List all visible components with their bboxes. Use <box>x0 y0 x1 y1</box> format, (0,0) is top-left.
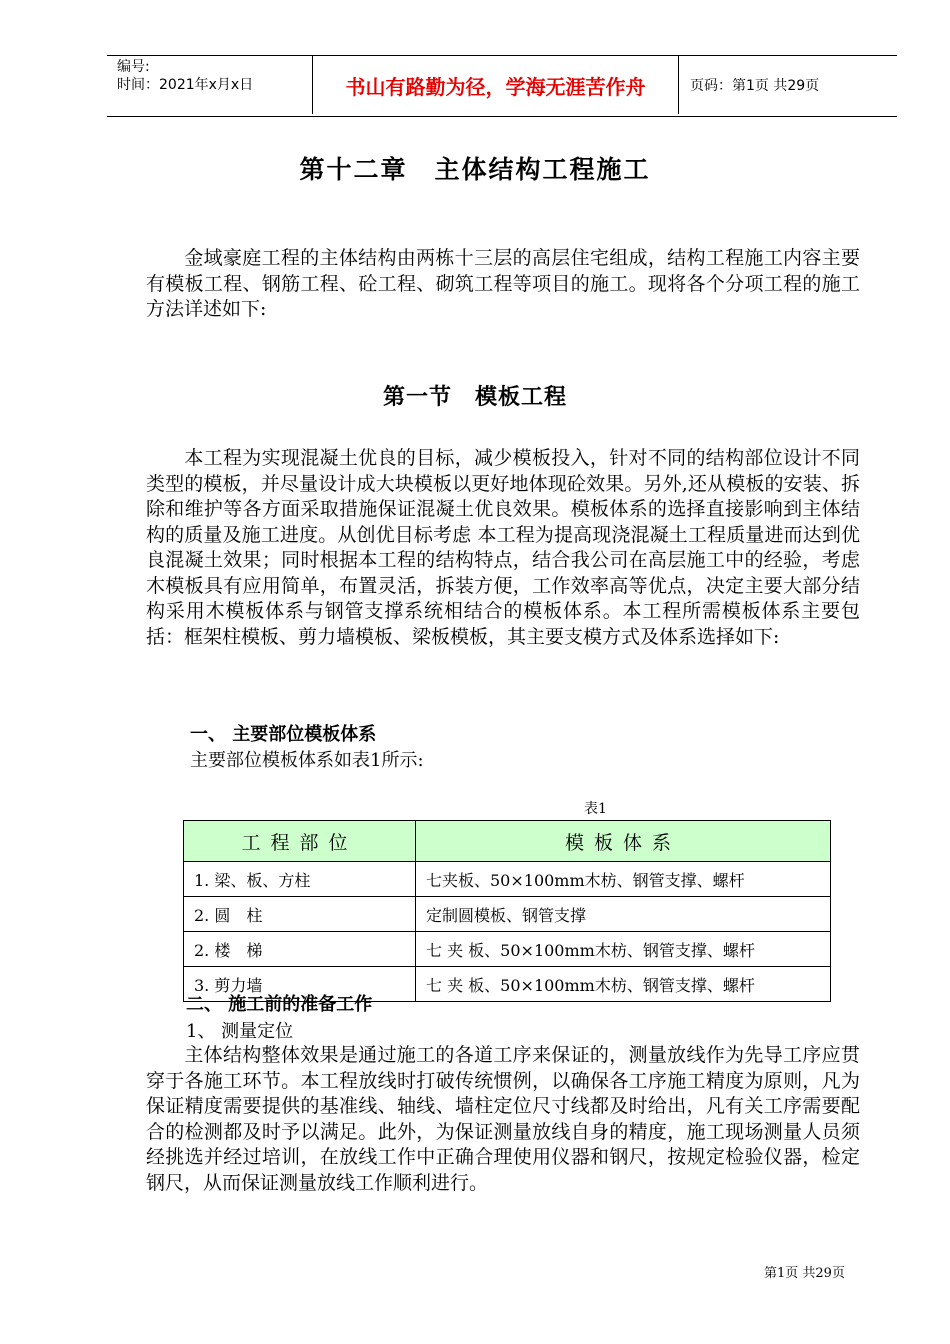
section-paragraph: 本工程为实现混凝土优良的目标，减少模板投入，针对不同的结构部位设计不同类型的模板，并尽量设计成大块模板以更好地体现砼效果。另外,还从模板的安装、拆除和维护等各方面采取措施保证混凝土优良效果。模板体系的选择直接影响到主体结构的质量及施工进度。从创优目标考虑 本工程为提高现浇混凝土工程质量进而达到优良混凝土效果；同时根据本工程的结构特点，结合我公司在高层施工中的经验，考虑木模板具有应用简单，布置灵活，拆装方便，工作效率高等优点，决定主要大部分结构采用木模板体系与钢管支撑系统相结合的模板体系。本工程所需模板体系主要包括：框架柱模板、剪力墙模板、梁板模板，其主要支模方式及体系选择如下: <box>146 447 860 648</box>
header-time-label: 时间：2021年x月x日 <box>117 77 254 93</box>
header-page-label: 页码：第1页 共29页 <box>690 78 820 94</box>
page-header <box>107 55 897 117</box>
table-row <box>184 862 831 897</box>
table-cell: 3. 剪力墙 <box>184 967 416 1002</box>
subsection-2-title: 二、 施工前的准备工作 <box>186 994 373 1015</box>
table-caption: 表1 <box>584 801 607 817</box>
intro-paragraph: 金域豪庭工程的主体结构由两栋十三层的高层住宅组成，结构工程施工内容主要有模板工程、钢筋工程、砼工程、砌筑工程等项目的施工。现将各个分项工程的施工方法详述如下: <box>146 247 860 320</box>
header-number-label: 编号: <box>117 59 150 75</box>
table-row <box>184 932 831 967</box>
table-cell: 定制圆模板、钢管支撑 <box>416 897 831 932</box>
formwork-table <box>183 820 831 1002</box>
table-cell: 2. 楼 梯 <box>184 932 416 967</box>
survey-paragraph: 主体结构整体效果是通过施工的各道工序来保证的，测量放线作为先导工序应贯穿于各施工环节。本工程放线时打破传统惯例，以确保各工序施工精度为原则，凡为保证精度需要提供的基准线、轴线、墙柱定位尺寸线都及时给出，凡有关工序需要配合的检测都及时予以满足。此外，为保证测量放线自身的精度，施工现场测量人员须经挑选并经过培训，在放线工作中正确合理使用仪器和钢尺，按规定检验仪器，检定钢尺，从而保证测量放线工作顺利进行。 <box>146 1044 860 1194</box>
page-footer: 第1页 共29页 <box>764 1266 845 1281</box>
table-cell: 七夹板、50×100mm木枋、钢管支撑、螺杆 <box>416 862 831 897</box>
section-title: 第一节 模板工程 <box>382 384 567 410</box>
table-row <box>184 897 831 932</box>
subsection-2-item: 1、 测量定位 <box>186 1021 294 1042</box>
table-cell: 2. 圆 柱 <box>184 897 416 932</box>
header-motto: 书山有路勤为径，学海无涯苦作舟 <box>312 56 679 114</box>
header-meta <box>117 58 253 94</box>
subsection-1-intro: 主要部位模板体系如表1所示: <box>190 750 424 771</box>
table-header-cell: 工程部位 <box>184 821 416 862</box>
table-cell: 七 夹 板、50×100mm木枋、钢管支撑、螺杆 <box>416 932 831 967</box>
chapter-title: 第十二章 主体结构工程施工 <box>299 155 651 184</box>
subsection-1-title: 一、 主要部位模板体系 <box>190 724 377 745</box>
table-cell: 七 夹 板、50×100mm木枋、钢管支撑、螺杆 <box>416 967 831 1002</box>
table-cell: 1. 梁、板、方柱 <box>184 862 416 897</box>
table-header-cell: 模板体系 <box>416 821 831 862</box>
table-header-row <box>184 821 831 862</box>
